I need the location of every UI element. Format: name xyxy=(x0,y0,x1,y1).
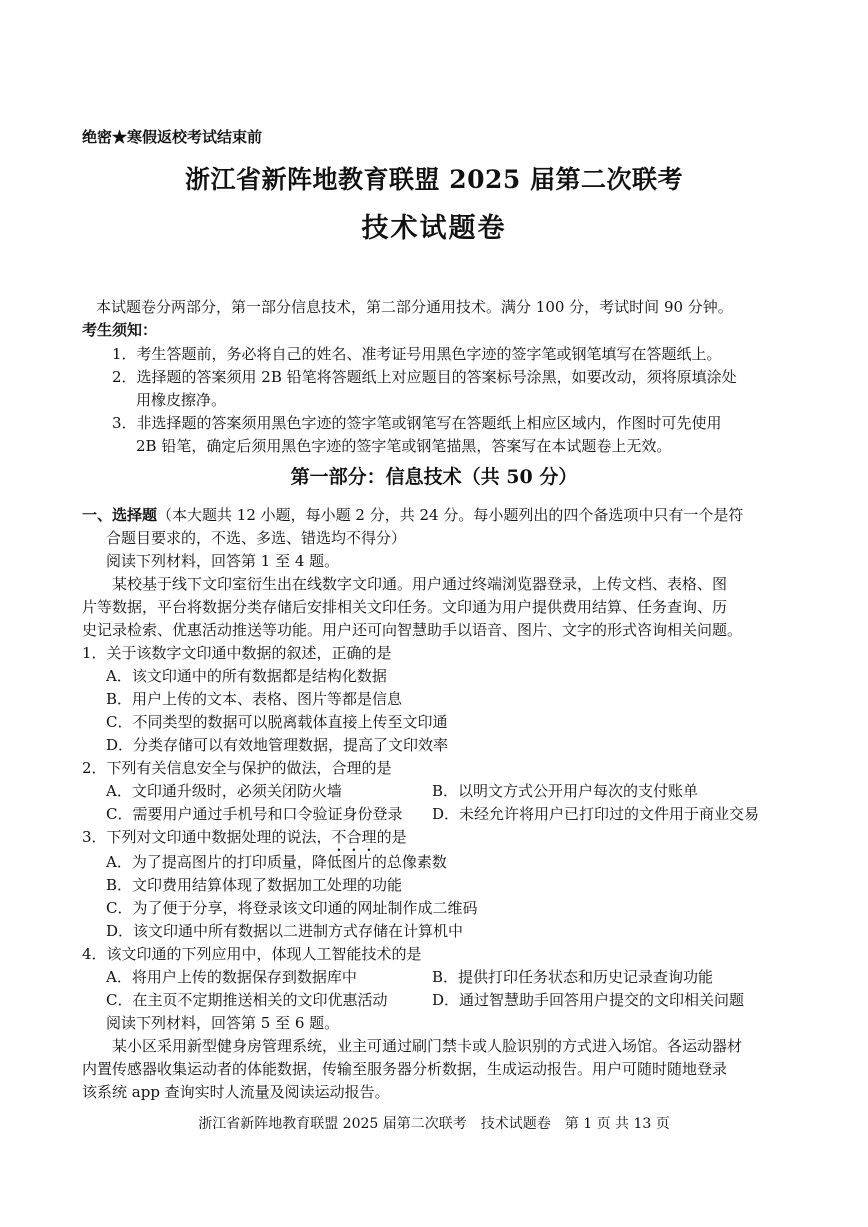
question-2-option-c: C．需要用户通过手机号和口令验证身份登录 xyxy=(106,805,403,823)
question-4-stem: 4．该文印通的下列应用中，体现人工智能技术的是 xyxy=(82,945,422,963)
notice-item-2: 2．选择题的答案须用 2B 铅笔将答题纸上对应题目的答案标号涂黑，如要改动，须将原填涂处 xyxy=(112,368,737,386)
question-3-stem xyxy=(82,827,407,855)
section-label: 一、选择题 xyxy=(82,506,158,524)
question-2-stem: 2．下列有关信息安全与保护的做法，合理的是 xyxy=(82,759,392,777)
question-1-option-b: B．用户上传的文本、表格、图片等都是信息 xyxy=(106,690,403,708)
notice-item-1: 1．考生答题前，务必将自己的姓名、准考证号用黑色字迹的签字笔或钢笔填写在答题纸上。 xyxy=(112,345,722,363)
section-description: （本大题共 12 小题，每小题 2 分，共 24 分。每小题列出的四个备选项中只有一个是符 xyxy=(157,506,744,524)
question-1-option-a: A．该文印通中的所有数据都是结构化数据 xyxy=(106,667,387,685)
question-3-stem-pre: 3．下列对文印通中数据处理的说法， xyxy=(82,828,332,846)
section-description-cont: 合题目要求的，不选、多选、错选均不得分） xyxy=(106,529,407,547)
material-1-line-1: 某校基于线下文印室衍生出在线数字文印通。用户通过终端浏览器登录，上传文档、表格、图 xyxy=(112,575,728,593)
question-3-option-d: D．该文印通中所有数据以二进制方式存储在计算机中 xyxy=(106,922,464,940)
reading-instruction-1: 阅读下列材料，回答第 1 至 4 题。 xyxy=(106,552,340,570)
question-4-option-a: A．将用户上传的数据保存到数据库中 xyxy=(106,968,357,986)
page-footer: 浙江省新阵地教育联盟 2025 届第二次联考 技术试题卷 第 1 页 共 13 页 xyxy=(198,1116,670,1132)
notice-item-3: 3．非选择题的答案须用黑色字迹的签字笔或钢笔写在答题纸上相应区域内，作图时可先使用 xyxy=(112,414,722,432)
material-1-line-3: 史记录检索、优惠活动推送等功能。用户还可向智慧助手以语音、图片、文字的形式咨询相关问题。 xyxy=(82,621,743,639)
question-1-option-c: C．不同类型的数据可以脱离载体直接上传至文印通 xyxy=(106,713,448,731)
material-2-line-3: 该系统 app 查询实时人流量及阅读运动报告。 xyxy=(82,1083,390,1101)
part-one-title: 第一部分：信息技术（共 50 分） xyxy=(290,466,578,488)
question-3-option-a: A．为了提高图片的打印质量，降低图片的总像素数 xyxy=(106,853,447,871)
material-2-line-1: 某小区采用新型健身房管理系统，业主可通过刷门禁卡或人脸识别的方式进入场馆。各运动器材 xyxy=(112,1037,743,1055)
reading-instruction-2: 阅读下列材料，回答第 5 至 6 题。 xyxy=(106,1014,340,1032)
exam-subtitle: 技术试题卷 xyxy=(361,213,507,244)
intro-line: 本试题卷分两部分，第一部分信息技术，第二部分通用技术。满分 100 分，考试时间 90 分钟。 xyxy=(96,298,733,316)
question-3-stem-emphasis: 不合理 xyxy=(331,828,377,846)
notice-item-3-cont: 2B 铅笔，确定后须用黑色字迹的签字笔或钢笔描黑，答案写在本试题卷上无效。 xyxy=(136,437,672,455)
material-2-line-2: 内置传感器收集运动者的体能数据，传输至服务器分析数据，生成运动报告。用户可随时随地登录 xyxy=(82,1060,728,1078)
exam-title: 浙江省新阵地教育联盟 2025 届第二次联考 xyxy=(185,165,683,194)
question-2-option-d: D．未经允许将用户已打印过的文件用于商业交易 xyxy=(432,805,760,823)
notice-heading: 考生须知： xyxy=(82,321,158,339)
question-4-option-c: C．在主页不定期推送相关的文印优惠活动 xyxy=(106,991,388,1009)
question-2-option-a: A．文印通升级时，必须关闭防火墙 xyxy=(106,782,342,800)
question-1-stem: 1．关于该数字文印通中数据的叙述，正确的是 xyxy=(82,644,392,662)
question-3-option-b: B．文印费用结算体现了数据加工处理的功能 xyxy=(106,876,403,894)
question-4-option-b: B．提供打印任务状态和历史记录查询功能 xyxy=(432,968,714,986)
question-1-option-d: D．分类存储可以有效地管理数据，提高了文印效率 xyxy=(106,736,449,754)
question-3-option-c: C．为了便于分享，将登录该文印通的网址制作成二维码 xyxy=(106,899,478,917)
confidential-label: 绝密★寒假返校考试结束前 xyxy=(82,128,263,146)
section-heading xyxy=(82,505,743,525)
question-4-option-d: D．通过智慧助手回答用户提交的文印相关问题 xyxy=(432,991,745,1009)
material-1-line-2: 片等数据，平台将数据分类存储后安排相关文印任务。文印通为用户提供费用结算、任务查询、历 xyxy=(82,598,728,616)
notice-item-2-cont: 用橡皮擦净。 xyxy=(136,391,227,409)
question-2-option-b: B．以明文方式公开用户每次的支付账单 xyxy=(432,782,699,800)
question-3-stem-post: 的是 xyxy=(376,828,407,846)
